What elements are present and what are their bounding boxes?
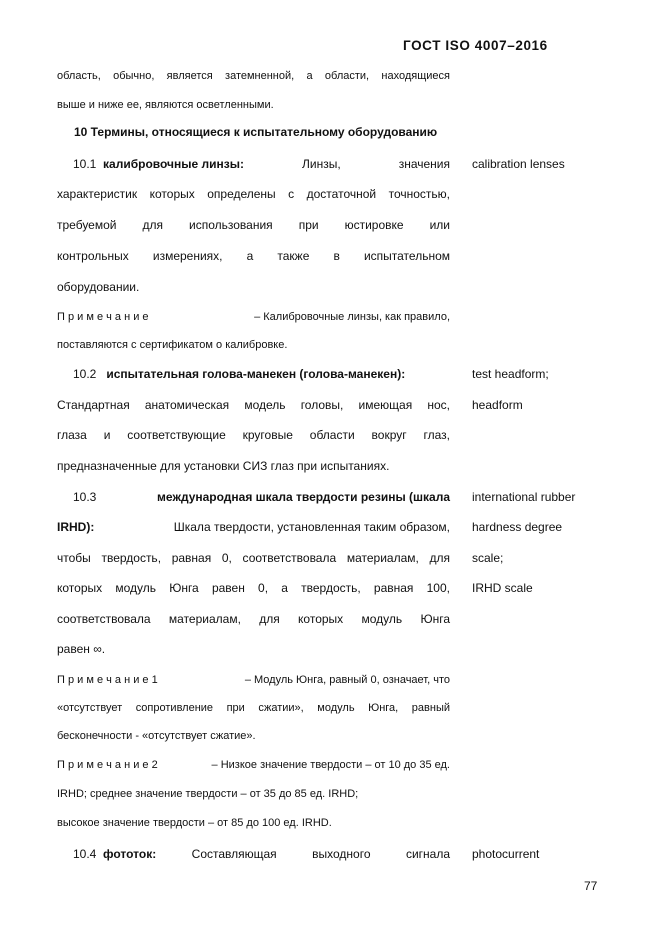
- term-10-2-heading: [73, 366, 450, 382]
- term-number: 10.1 калибровочные линзы:: [73, 157, 244, 171]
- note-label: П р и м е ч а н и е: [57, 311, 149, 323]
- body-line: контрольных измерениях, а также в испытательном: [57, 249, 450, 263]
- body-line: соответствовала материалам, для которых модуль Юнга: [57, 612, 450, 626]
- term-text: значения: [398, 157, 450, 171]
- term-10-4-heading: [73, 846, 450, 862]
- note-line: поставляются с сертификатом о калибровке.: [57, 339, 288, 351]
- term-number: 10.4 фототок:: [73, 847, 157, 861]
- term-number: 10.3: [73, 490, 97, 504]
- term-text: Составляющая: [191, 847, 277, 861]
- term-10-3-line2: [57, 519, 450, 535]
- body-line: равен ∞.: [57, 642, 106, 656]
- term-name: IRHD):: [57, 520, 95, 534]
- body-line: Стандартная анатомическая модель головы, имеющая нос,: [57, 398, 450, 412]
- body-line: глаза и соответствующие круговые области вокруг глаз,: [57, 428, 450, 442]
- note-line: [57, 757, 450, 773]
- term-name: международная шкала твердости резины (шкала: [157, 490, 450, 504]
- body-line: которых модуль Юнга равен 0, а твердость, равная 100,: [57, 581, 450, 595]
- english-term: international rubber: [472, 490, 576, 504]
- note-text: – Калибровочные линзы, как правило,: [254, 311, 450, 323]
- body-text: Шкала твердости, установленная таким образом,: [173, 520, 450, 534]
- english-term: headform: [472, 398, 523, 412]
- english-term: scale;: [472, 551, 504, 565]
- document-header: ГОСТ ISO 4007–2016: [403, 38, 548, 53]
- term-text: Линзы,: [302, 157, 341, 171]
- term-10-1-heading: [73, 156, 450, 172]
- intro-line: область, обычно, является затемненной, а области, находящиеся: [57, 70, 450, 82]
- term-text: выходного: [312, 847, 371, 861]
- body-line: чтобы твердость, равная 0, соответствовала материалам, для: [57, 551, 450, 565]
- note-text: – Модуль Юнга, равный 0, означает, что: [244, 674, 450, 686]
- note-label: П р и м е ч а н и е 2: [57, 759, 158, 771]
- body-line: предназначенные для установки СИЗ глаз при испытаниях.: [57, 459, 390, 473]
- term-10-3-heading: [73, 489, 450, 505]
- term-name: испытательная голова-манекен (голова-манекен):: [106, 367, 406, 381]
- note-line: IRHD; среднее значение твердости – от 35 до 85 ед. IRHD;: [57, 788, 359, 800]
- page-number: 77: [584, 879, 598, 893]
- english-term: photocurrent: [472, 847, 540, 861]
- note-line: высокое значение твердости – от 85 до 100 ед. IRHD.: [57, 817, 332, 829]
- note-text: – Низкое значение твердости – от 10 до 35 ед.: [211, 759, 450, 771]
- note-label: П р и м е ч а н и е 1: [57, 674, 158, 686]
- english-term: test headform;: [472, 367, 549, 381]
- body-line: оборудовании.: [57, 280, 140, 294]
- english-term: IRHD scale: [472, 581, 533, 595]
- note-line: [57, 672, 450, 688]
- note-line: бесконечности - «отсутствует сжатие».: [57, 730, 256, 742]
- note-line: «отсутствует сопротивление при сжатии», модуль Юнга, равный: [57, 702, 450, 714]
- english-term: hardness degree: [472, 520, 563, 534]
- note-line: [57, 309, 450, 325]
- body-line: характеристик которых определены с достаточной точностью,: [57, 187, 450, 201]
- term-number: 10.2: [73, 367, 97, 381]
- english-term: calibration lenses: [472, 157, 565, 171]
- term-text: сигнала: [405, 847, 450, 861]
- body-line: требуемой для использования при юстировке или: [57, 218, 450, 232]
- intro-line: выше и ниже ее, являются осветленными.: [57, 99, 274, 111]
- section-title: 10 Термины, относящиеся к испытательному оборудованию: [74, 125, 438, 139]
